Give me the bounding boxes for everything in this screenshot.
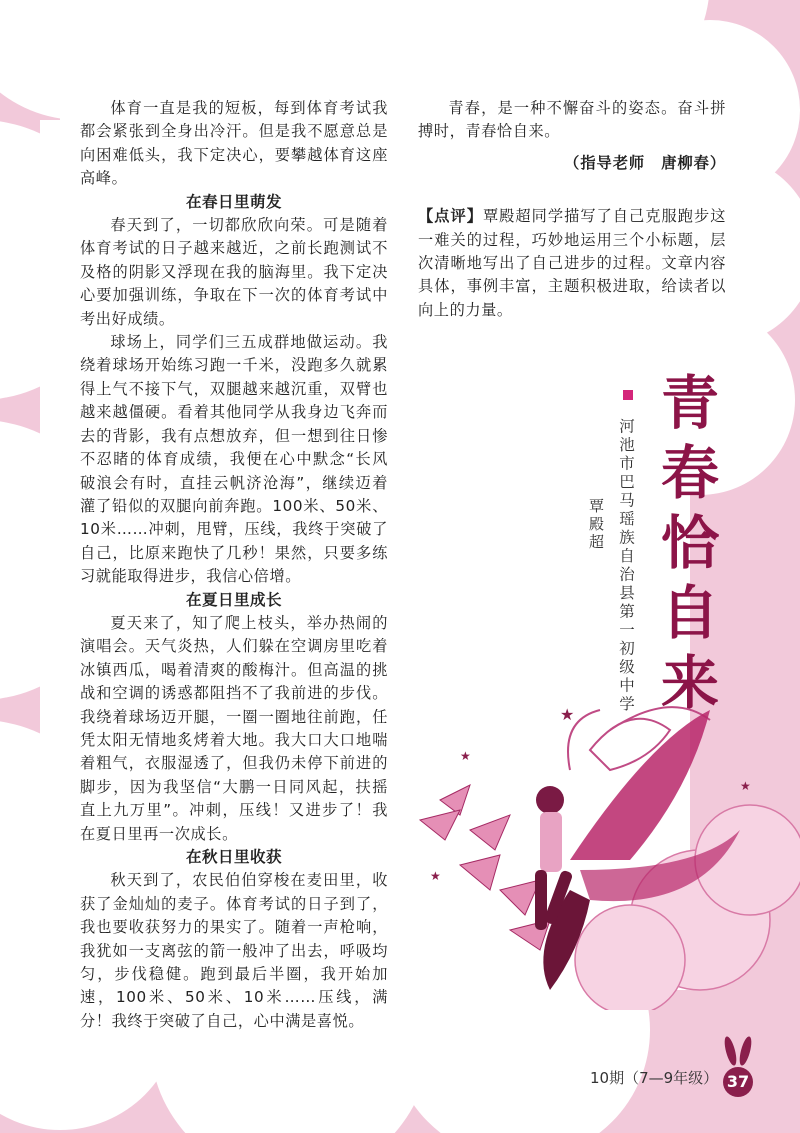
- spring-paragraph-2: 球场上，同学们三五成群地做运动。我绕着球场开始练习跑一千米，没跑多久就累得上气不接下气，双腿越来越沉重，双臂也越来越僵硬。看着其他同学从我身边飞奔而去的背影，我有点想放弃，但一想到往日惨不忍睹的体育成绩，我便在心中默念“长风破浪会有时，直挂云帆济沧海”，继续迈着灌了铅似的双腿向前奔跑。100米、50米、10米……冲刺，甩臂，压线，我终于突破了自己，比原来跑快了几秒！果然，只要多练习就能取得进步，我信心倍增。: [80, 333, 388, 586]
- issue-label: 10期（7—9年级）: [590, 1069, 719, 1087]
- comment-tag: 【点评】: [418, 207, 483, 226]
- section-heading-summer: 在夏日里成长: [185, 590, 282, 609]
- summer-paragraph: 夏天来了，知了爬上枝头，举办热闹的演唱会。天气炎热，人们躲在空调房里吃着冰镇西瓜，喝着清爽的酸梅汁。但高温的挑战和空调的诱惑都阻挡不了我前进的步伐。我绕着球场迈开腿，一圈一圈地往前跑，任凭太阳无情地炙烤着大地。我大口大口地喘着粗气，衣服湿透了，但我仍未停下前进的脚步，因为我坚信“大鹏一日同风起，扶摇直上九万里”。冲刺，压线！又进步了！我在夏日里再一次成长。: [80, 613, 388, 843]
- author-name: 覃殿超: [587, 498, 605, 552]
- title-char: 自: [660, 579, 719, 647]
- section-heading-autumn: 在秋日里收获: [185, 848, 282, 866]
- title-char: 青: [660, 369, 719, 437]
- autumn-paragraph: 秋天到了，农民伯伯穿梭在麦田里，收获了金灿灿的麦子。体育考试的日子到了，我也要收获努力的果实了。随着一声枪响，我犹如一支离弦的箭一般冲了出去，呼吸均匀，步伐稳健。跑到最后半圈，我开始加速，100米、50米、10米……压线，满分！我终于突破了自己，心中满是喜悦。: [80, 871, 388, 1030]
- spring-paragraph-1: 春天到了，一切都欣欣向荣。可是随着体育考试的日子越来越近，之前长跑测试不及格的阴影又浮现在我的脑海里。我下定决心要加强训练，争取在下一次的体育考试中考出好成绩。: [80, 216, 388, 328]
- title-char: 恰: [660, 509, 719, 577]
- svg-text:★: ★: [430, 869, 441, 883]
- teacher-credit: （指导老师 唐柳春）: [564, 153, 726, 172]
- left-column: [80, 97, 388, 1033]
- closing-paragraph: 青春，是一种不懈奋斗的姿态。奋斗拼搏时，青春恰自来。: [418, 99, 726, 141]
- title-marker-square: [623, 390, 633, 400]
- intro-paragraph: 体育一直是我的短板，每到体育考试我都会紧张到全身出冷汗。但是我不愿意总是向困难低头，我下定决心，要攀越体育这座高峰。: [80, 99, 388, 188]
- author-school: 河池市巴马瑶族自治县第一初级中学: [617, 418, 635, 714]
- svg-text:★: ★: [460, 749, 471, 763]
- butterfly-girl-illustration: [400, 690, 800, 1010]
- article-title: [660, 368, 720, 718]
- comment-block: [418, 205, 726, 322]
- section-heading-spring: 在春日里萌发: [185, 192, 282, 211]
- page-number-badge: 37: [723, 1067, 753, 1097]
- title-char: 春: [660, 439, 719, 507]
- comment-text: 覃殿超同学描写了自己克服跑步这一难关的过程，巧妙地运用三个小标题，层次清晰地写出了自己进步的过程。文章内容具体，事例丰富，主题积极进取，给读者以向上的力量。: [418, 207, 726, 319]
- title-char: 来: [660, 649, 719, 717]
- svg-text:★: ★: [740, 779, 751, 793]
- svg-text:★: ★: [560, 705, 575, 724]
- right-column: [418, 97, 726, 322]
